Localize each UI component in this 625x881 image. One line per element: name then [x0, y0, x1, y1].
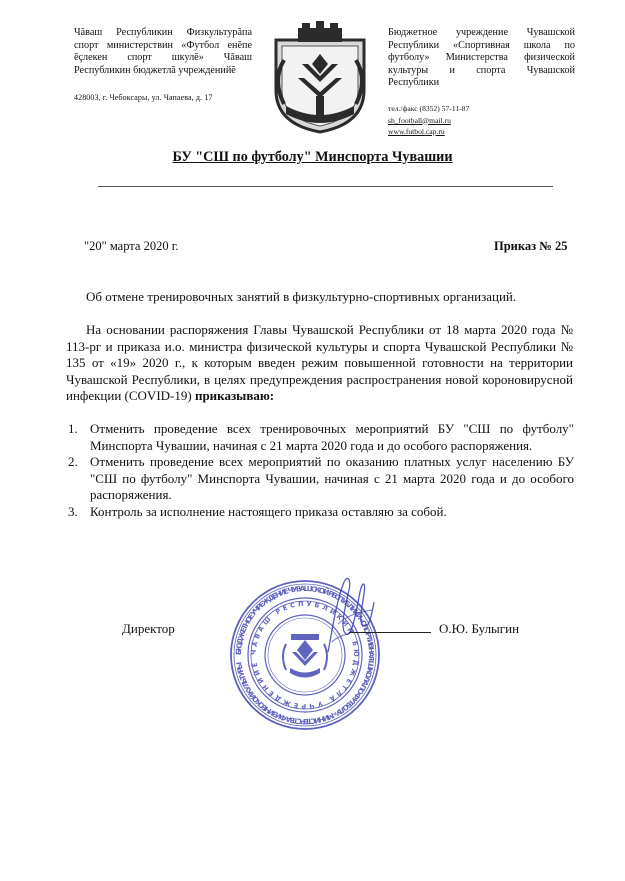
handwritten-signature-icon	[318, 572, 378, 662]
director-name: О.Ю. Булыгин	[439, 621, 520, 636]
order-item-text: Отменить проведение всех тренировочных мероприятий БУ "СШ по футболу" Минспорта Чувашии, начиная с 21 марта 2020 года и до особого распоряжения.	[90, 421, 574, 453]
order-item	[68, 504, 574, 521]
header-right-line: Бюджетное учреждение Чувашской	[388, 27, 575, 38]
director-position: Директор	[122, 621, 175, 636]
order-item-text: Отменить проведение всех мероприятий по оказанию платных услуг населению БУ "СШ по футболу" Минспорта Чувашии, начиная с 21 марта 2020 года и до особого распоряжения.	[90, 454, 574, 502]
order-item	[68, 454, 574, 504]
order-subject: Об отмене тренировочных занятий в физкультурно-спортивных организаций.	[86, 289, 517, 304]
preamble-text: На основании распоряжения Главы Чувашской Республики от 18 марта 2020 года № 113-рг и приказа и.о. министра физической культуры и спорта Чувашской Республики № 135 от «19» 2020 г., к которым введен режим повышенной готовности на территории Чувашской Республики, в целях предупреждения распространения новой короновирусной инфекции (COVID-19)	[66, 322, 573, 403]
order-preamble	[66, 322, 573, 405]
order-item	[68, 421, 574, 454]
order-command: приказываю:	[194, 388, 275, 403]
header-left-address: 428003, г. Чебоксары, ул. Чапаева, д. 17	[74, 93, 213, 102]
header-right-line: футболу» Министерства физической	[388, 52, 575, 63]
header-email-link[interactable]: sh_football@mail.ru	[388, 115, 451, 125]
header-right-org-name	[388, 27, 575, 90]
header-contacts	[388, 103, 469, 138]
organization-title: БУ "СШ по футболу" Минспорта Чувашии	[172, 149, 453, 165]
header-website-link[interactable]: www.futbol.cap.ru	[388, 127, 445, 136]
svg-text:БЮДЖЕТНОЕ УЧРЕЖДЕНИЕ ЧУВАШСКОЙ: БЮДЖЕТНОЕ УЧРЕЖДЕНИЕ ЧУВАШСКОЙ РЕСПУБЛИКИ «СПОРТИВНАЯ ШКОЛА ПО ФУТБОЛУ» МИНИСТЕРСТВА ФИЗИЧЕСКОЙ КУЛЬТУРЫ	[233, 583, 377, 727]
order-item-number: 3.	[68, 503, 78, 519]
order-items-list	[68, 421, 574, 520]
header-left-org-name	[74, 27, 252, 77]
signature-line	[349, 632, 431, 633]
order-date: "20" марта 2020 г.	[84, 239, 179, 253]
header-left-line: Республикин бюджетлă учрежденийĕ	[74, 64, 236, 76]
header-divider	[98, 186, 553, 187]
header-right-line: Республики «Спортивная школа по	[388, 39, 575, 51]
header-right-line: Республики	[388, 77, 440, 88]
chuvash-emblem-icon	[262, 20, 378, 136]
header-left-line: Чăваш Республикин Физкультурăпа	[74, 27, 252, 38]
header-left-line: спорт министерствин «Футбол енĕпе	[74, 39, 252, 51]
order-item-number: 2.	[68, 454, 78, 469]
order-number: Приказ № 25	[494, 239, 568, 253]
header-phone: тел./факс (8352) 57-11-87	[388, 104, 470, 113]
svg-text:ЧĂВАШ РЕСПУБЛИКИН БЮДЖЕТЛĂ УЧР: ЧĂВАШ РЕСПУБЛИКИН БЮДЖЕТЛĂ УЧРЕЖДЕНИЙĔ	[249, 599, 361, 711]
order-item-text: Контроль за исполнение настоящего приказа оставляю за собой.	[90, 503, 447, 519]
header-right-line: культуры и спорта Чувашской	[388, 64, 575, 76]
order-item-number: 1.	[68, 421, 78, 436]
header-left-line: ĕçлекен спорт шкулĕ» Чăваш	[74, 52, 252, 63]
